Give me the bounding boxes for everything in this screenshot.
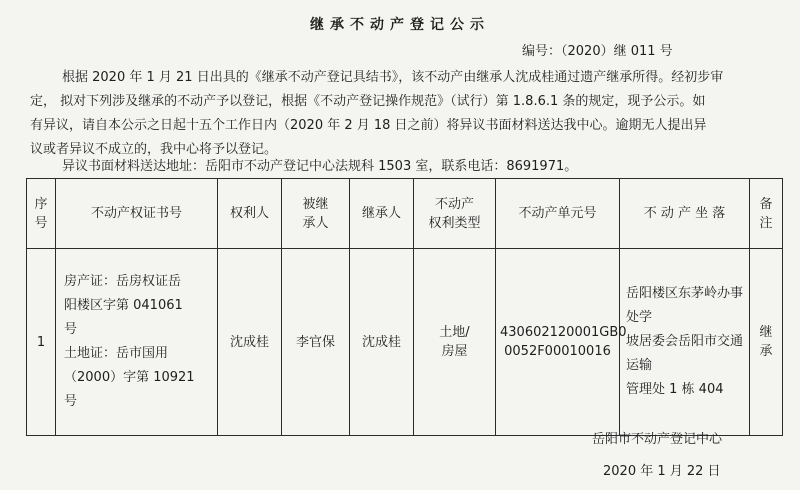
address-line: 异议书面材料送达地址：岳阳市不动产登记中心法规科 1503 室，联系电话：8691971。 [62, 159, 578, 174]
header-certificate: 不动产权证书号 [56, 179, 218, 249]
issue-date: 2020 年 1 月 22 日 [603, 464, 721, 479]
notice-number: 编号：（2020）继 011 号 [522, 44, 673, 59]
header-unit-no: 不动产单元号 [496, 179, 620, 249]
header-seq: 序 号 [27, 179, 56, 249]
header-right-type: 不动产 权利类型 [414, 179, 496, 249]
table-row [27, 249, 783, 436]
table-header-row [27, 179, 783, 249]
cell-right-type: 土地/ 房屋 [414, 249, 496, 436]
header-decedent: 被继 承人 [282, 179, 350, 249]
cell-location: 岳阳楼区东茅岭办事处学 坡居委会岳阳市交通运输 管理处 1 栋 404 [620, 249, 750, 436]
header-location: 不 动 产 坐 落 [620, 179, 750, 249]
body-line: 根据 2020 年 1 月 21 日出具的《继承不动产登记具结书》，该不动产由继承人沈成桂通过遗产继承所得。经初步审 [62, 70, 724, 85]
cell-seq: 1 [27, 249, 56, 436]
header-owner: 权利人 [218, 179, 282, 249]
cell-heir: 沈成桂 [350, 249, 414, 436]
cell-owner: 沈成桂 [218, 249, 282, 436]
notice-title: 继承不动产登记公示 [310, 17, 490, 33]
cell-decedent: 李官保 [282, 249, 350, 436]
issuing-organization: 岳阳市不动产登记中心 [592, 432, 723, 447]
body-line: 议或者异议不成立的，我中心将予以登记。 [30, 142, 278, 157]
cell-unit-no: 430602120001GB0 0052F00010016 [496, 249, 620, 436]
header-heir: 继承人 [350, 179, 414, 249]
cell-remark: 继 承 [750, 249, 783, 436]
body-line: 有异议，请自本公示之日起十五个工作日内（2020 年 2 月 18 日之前）将异议书面材料送达我中心。逾期无人提出异 [30, 118, 707, 133]
body-line: 定， 拟对下列涉及继承的不动产予以登记，根据《不动产登记操作规范》（试行）第 1.8.6.1 条的规定，现予公示。如 [30, 94, 706, 109]
registration-table [26, 178, 783, 436]
cell-certificate: 房产证：岳房权证岳 阳楼区字第 041061 号 土地证：岳市国用 （2000）字第 10921 号 [56, 249, 218, 436]
header-remark: 备 注 [750, 179, 783, 249]
